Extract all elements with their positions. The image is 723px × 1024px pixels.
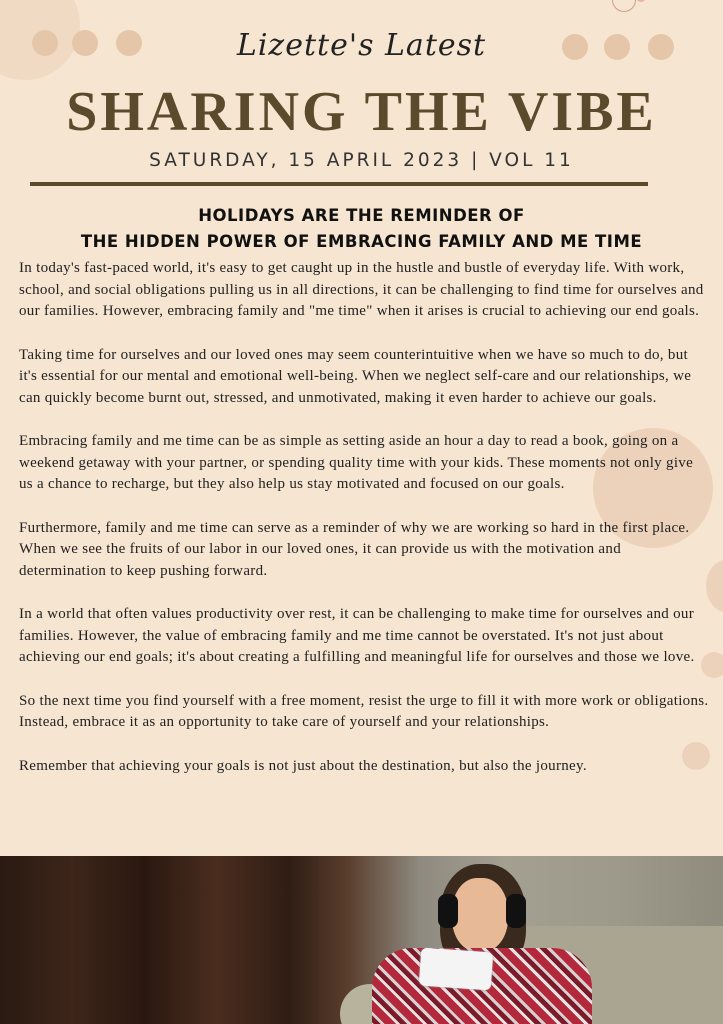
article-paragraph: Remember that achieving your goals is not just about the destination, but also the journey. bbox=[19, 757, 587, 774]
article-paragraph: Furthermore, family and me time can serve as a reminder of why we are working so hard in the first place. When we see the fruits of our labor in our loved ones, it can provide us with the motivation and determination to keep pushing forward. bbox=[19, 519, 690, 579]
article-headline bbox=[0, 203, 723, 255]
decor-dot bbox=[636, 0, 646, 2]
issue-dateline: SATURDAY, 15 APRIL 2023 | VOL 11 bbox=[149, 150, 574, 171]
brand-script-title: Lizette's Latest bbox=[236, 28, 487, 63]
article-paragraph: Taking time for ourselves and our loved ones may seem counterintuitive when we have so much to do, but it's essential for our mental and emotional well-being. When we neglect self-care and our relationships, we can quickly become burnt out, stressed, and unmotivated, making it even harder to achieve our goals. bbox=[19, 346, 692, 406]
article-paragraph: Embracing family and me time can be as simple as setting aside an hour a day to read a book, going on a weekend getaway with your partner, or spending quality time with your kids. These moments not only give us a chance to recharge, but they also help us stay motivated and focused on our goals. bbox=[19, 433, 694, 492]
headline-line-2: THE HIDDEN POWER OF EMBRACING FAMILY AND ME TIME bbox=[80, 232, 643, 251]
article-paragraph: In a world that often values productivity over rest, it can be challenging to make time for ourselves and our families. However, the value of embracing family and me time cannot be overstated. It's not just about achieving our end goals; it's about creating a fulfilling and meaningful life for ourselves and those we love. bbox=[19, 606, 695, 665]
newsletter-title: SHARING THE VIBE bbox=[66, 81, 657, 143]
header-divider bbox=[30, 182, 648, 186]
woman-with-tablet-photo bbox=[0, 856, 723, 1024]
face-shape bbox=[452, 878, 508, 952]
headline-line-1: HOLIDAYS ARE THE REMINDER OF bbox=[198, 206, 525, 225]
tablet-shape bbox=[419, 948, 493, 991]
headphones-icon bbox=[438, 894, 458, 928]
decor-ring bbox=[612, 0, 636, 12]
article-body bbox=[19, 258, 709, 799]
headphones-icon bbox=[506, 894, 526, 928]
article-paragraph: So the next time you find yourself with a free moment, resist the urge to fill it with more work or obligations. Instead, embrace it as an opportunity to take care of yourself and your relationships. bbox=[19, 692, 709, 730]
article-paragraph: In today's fast-paced world, it's easy to get caught up in the hustle and bustle of everyday life. With work, school, and social obligations pulling us in all directions, it can be challenging to find time for ourselves and our families. However, embracing family and "me time" when it arises is crucial to achieving our end goals. bbox=[19, 260, 704, 319]
